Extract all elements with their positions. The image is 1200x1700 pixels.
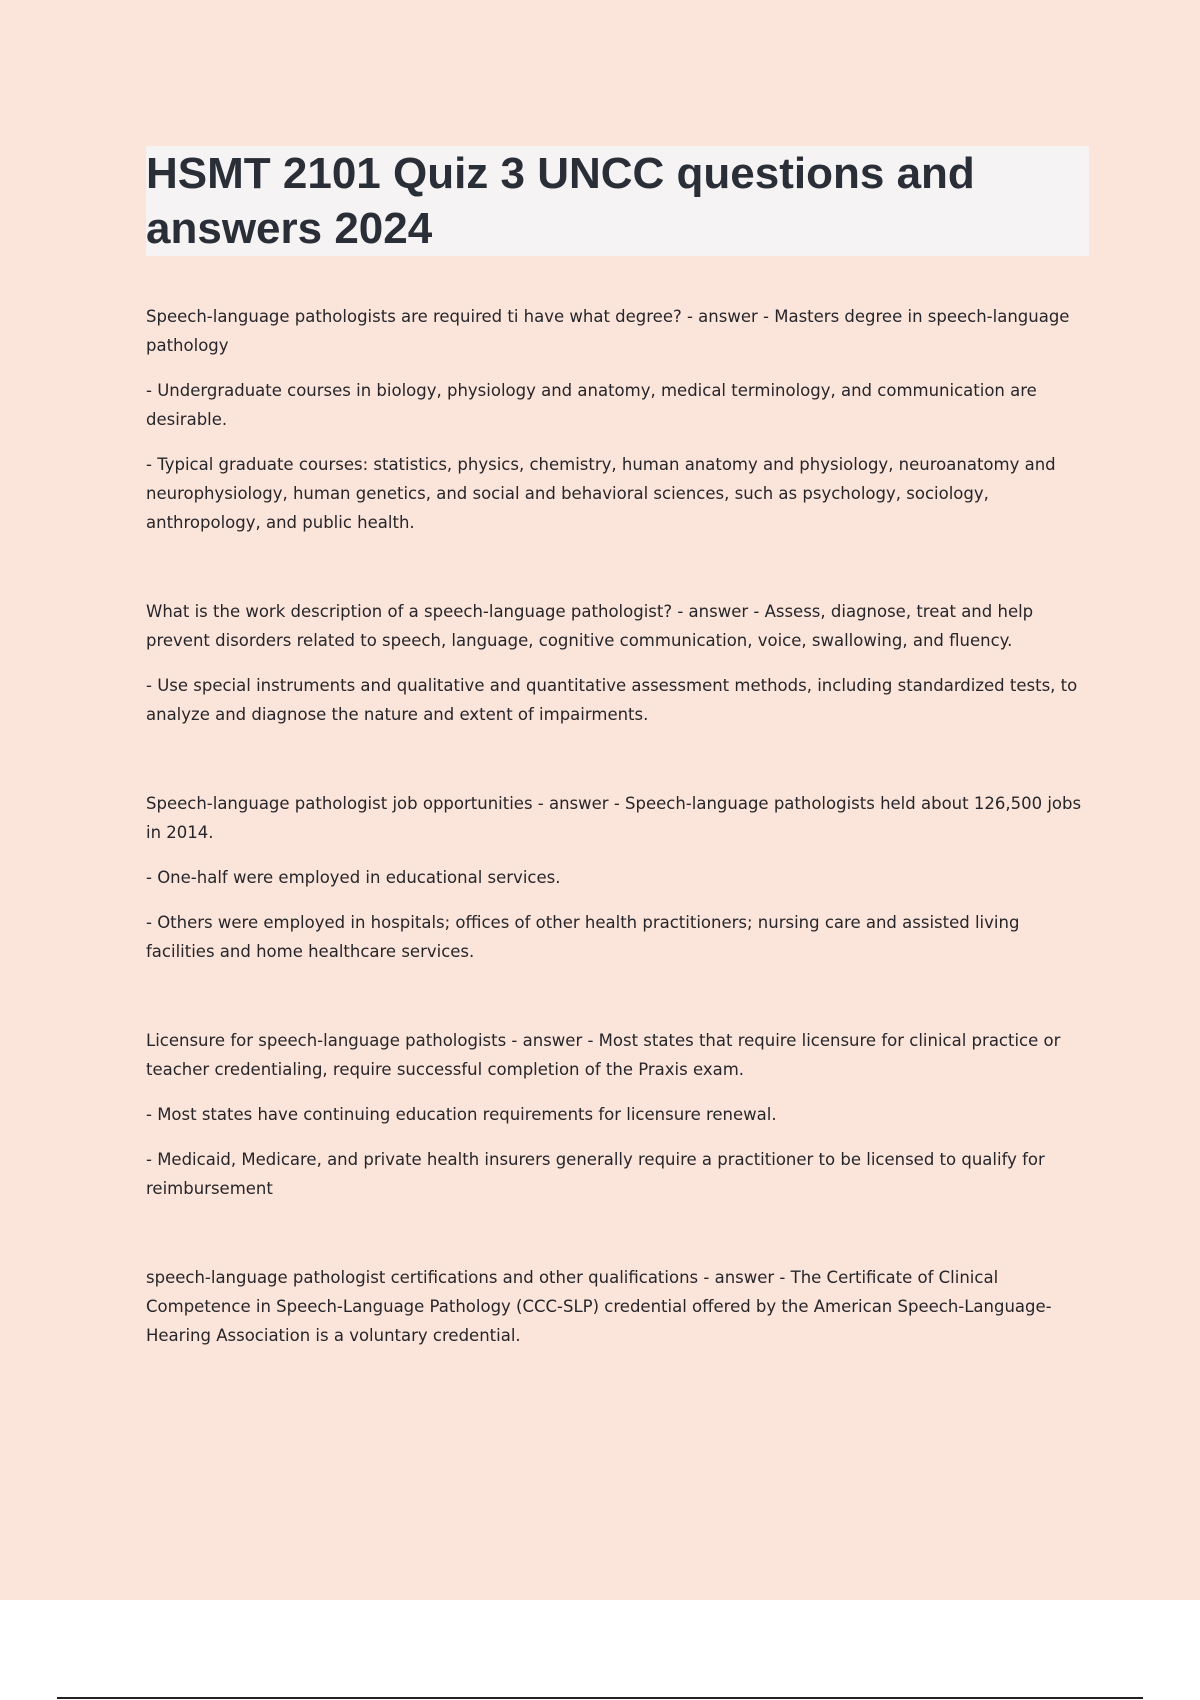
- qa-block-certifications: [146, 1263, 1089, 1350]
- question-certifications: speech-language pathologist certifications and other qualifications - answer - The Certificate of Clinical Competence in Speech-Language Pathology (CCC-SLP) credential offered by the American Speech-Language-Hearing Association is a voluntary credential.: [146, 1268, 1052, 1345]
- answer-line: - Most states have continuing education requirements for licensure renewal.: [146, 1105, 777, 1124]
- qa-block-work-description: [146, 597, 1089, 729]
- qa-block-licensure: [146, 1026, 1089, 1203]
- answer-line: - Medicaid, Medicare, and private health insurers generally require a practitioner to be licensed to qualify for reimbursement: [146, 1150, 1045, 1198]
- question-degree: Speech-language pathologists are required ti have what degree? - answer - Masters degree in speech-language pathology: [146, 307, 1070, 355]
- answer-line: - Typical graduate courses: statistics, physics, chemistry, human anatomy and physiology, neuroanatomy and neurophysiology, human genetics, and social and behavioral sciences, such as psychology, sociology, anthropology, and public health.: [146, 455, 1056, 532]
- qa-block-job-opportunities: [146, 789, 1089, 966]
- answer-line: - Use special instruments and qualitative and quantitative assessment methods, including standardized tests, to analyze and diagnose the nature and extent of impairments.: [146, 676, 1078, 724]
- qa-block-degree: [146, 302, 1089, 537]
- footer-divider: [57, 1697, 1143, 1699]
- document-body: [146, 302, 1089, 1410]
- answer-line: - Others were employed in hospitals; offices of other health practitioners; nursing care and assisted living facilities and home healthcare services.: [146, 913, 1020, 961]
- answer-line: - One-half were employed in educational services.: [146, 868, 561, 887]
- question-job-opportunities: Speech-language pathologist job opportunities - answer - Speech-language pathologists held about 126,500 jobs in 2014.: [146, 794, 1082, 842]
- answer-line: - Undergraduate courses in biology, physiology and anatomy, medical terminology, and communication are desirable.: [146, 381, 1037, 429]
- document-title: HSMT 2101 Quiz 3 UNCC questions and answers 2024: [146, 149, 975, 253]
- question-licensure: Licensure for speech-language pathologists - answer - Most states that require licensure for clinical practice or teacher credentialing, require successful completion of the Praxis exam.: [146, 1031, 1061, 1079]
- question-work-description: What is the work description of a speech-language pathologist? - answer - Assess, diagnose, treat and help prevent disorders related to speech, language, cognitive communication, voice, swallowing, and fluency.: [146, 602, 1034, 650]
